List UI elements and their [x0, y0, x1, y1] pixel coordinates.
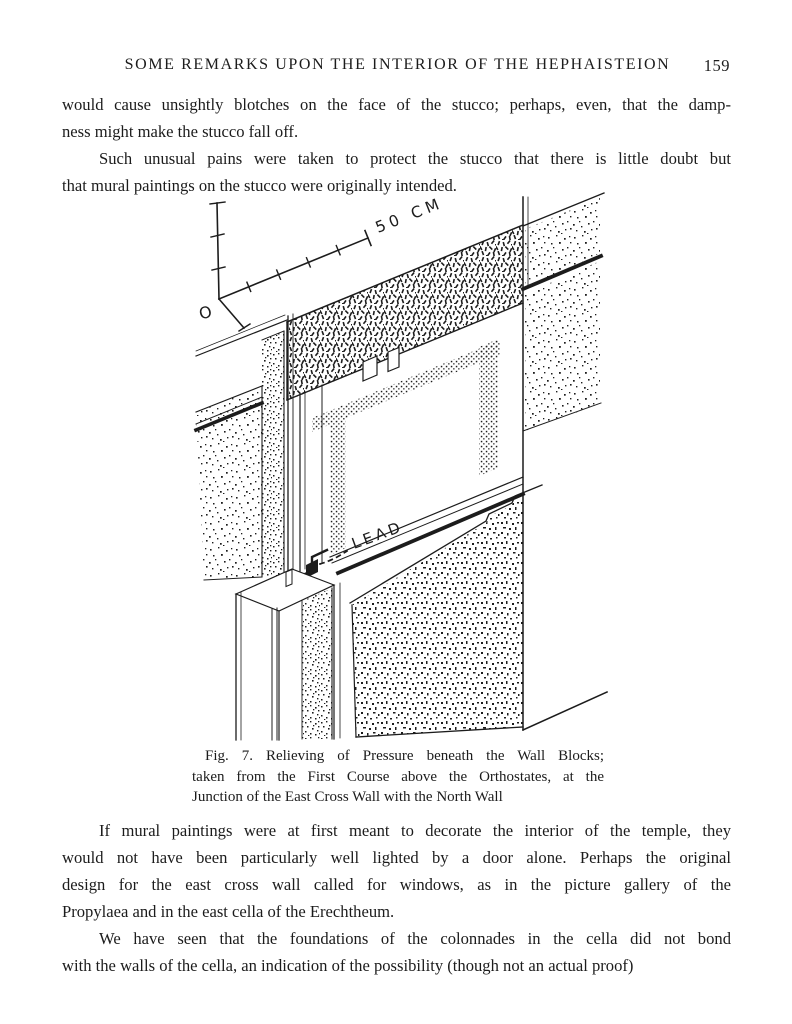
- scale-zero-label: O: [197, 301, 214, 324]
- lead-label: LEAD: [349, 517, 406, 553]
- running-header: [63, 56, 732, 78]
- text-line: would not have been particularly well lighted by a door alone. Perhaps the original: [62, 848, 731, 867]
- text-line: We have seen that the foundations of the colonnades in the cella did not bond: [99, 929, 731, 948]
- text-line: Propylaea and in the east cella of the Erechtheum.: [62, 902, 395, 921]
- body-text-bottom: [62, 817, 731, 979]
- page-title: SOME REMARKS UPON THE INTERIOR OF THE HEPHAISTEION: [124, 56, 671, 73]
- caption-line: taken from the First Course above the Orthostates, at the: [192, 768, 604, 785]
- scale-50cm-label: 50 CM: [372, 193, 446, 237]
- figure-caption: [192, 746, 604, 808]
- text-line: would cause unsightly blotches on the face of the stucco; perhaps, even, that the damp-: [62, 95, 731, 114]
- text-line: ness might make the stucco fall off.: [62, 122, 299, 141]
- body-text-top: [62, 91, 731, 199]
- figure-7-drawing: [190, 190, 610, 742]
- text-line: Such unusual pains were taken to protect the stucco that there is little doubt but: [99, 149, 731, 168]
- text-line: that mural paintings on the stucco were originally intended.: [62, 176, 457, 195]
- text-line: design for the east cross wall called for windows, as in the picture gallery of the: [62, 875, 731, 894]
- masonry-textures: [196, 198, 600, 739]
- caption-line: Fig. 7. Relieving of Pressure beneath the Wall Blocks;: [205, 748, 604, 764]
- text-line: with the walls of the cella, an indication of the possibility (though not an actual proof): [62, 956, 634, 975]
- text-line: If mural paintings were at first meant to decorate the interior of the temple, they: [99, 821, 731, 840]
- page-number: 159: [703, 56, 730, 75]
- caption-line: Junction of the East Cross Wall with the North Wall: [192, 789, 503, 805]
